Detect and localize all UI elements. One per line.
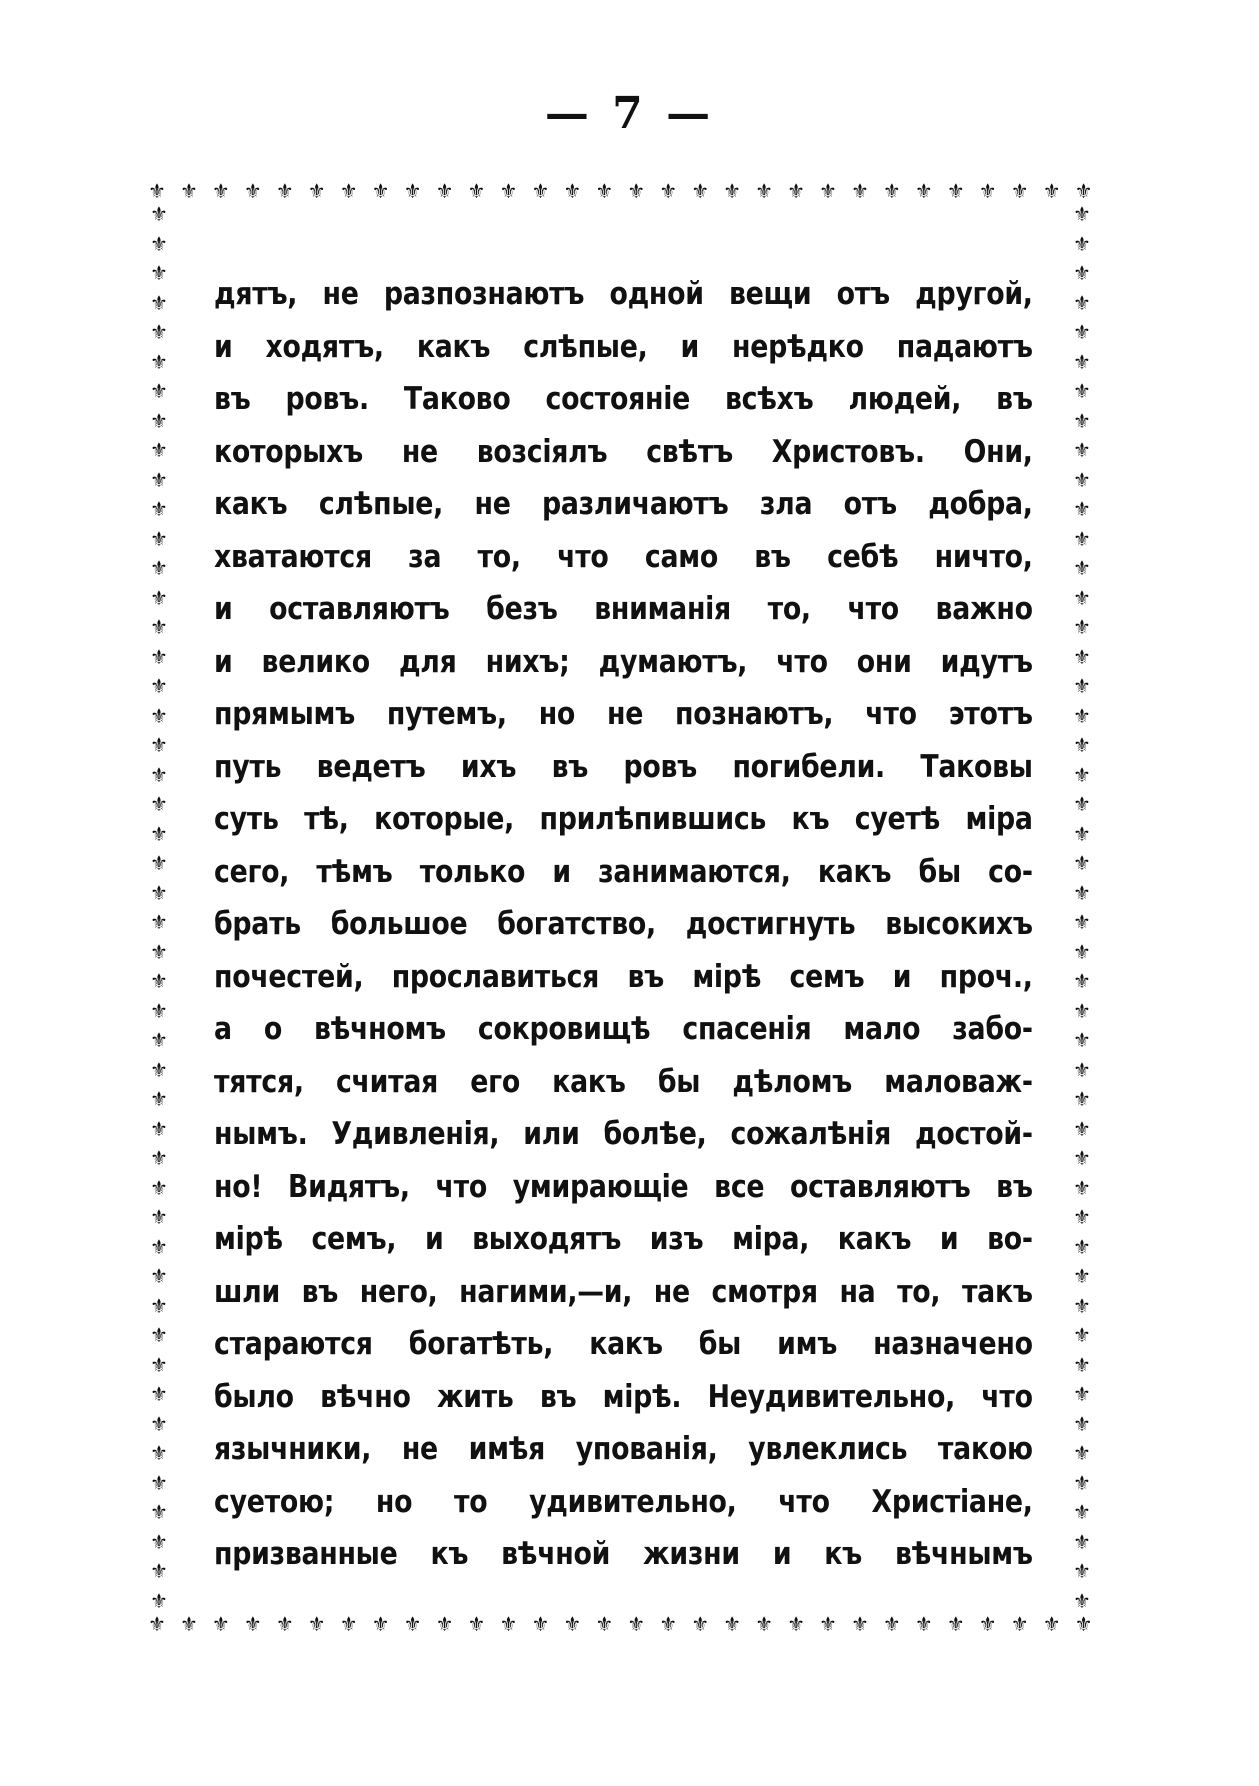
text-line: но! Видятъ, что умирающіе все оставляютъ въ [214,1168,1033,1205]
fleur-de-lis-icon: ⚜ [850,1613,869,1635]
fleur-de-lis-icon: ⚜ [150,261,168,285]
fleur-de-lis-icon: ⚜ [1073,290,1091,315]
fleur-de-lis-icon: ⚜ [1073,1116,1091,1141]
text-line: мірѣ семъ, и выходятъ изъ міра, какъ и во- [214,1221,1033,1257]
fleur-de-lis-icon: ⚜ [339,180,358,202]
fleur-de-lis-icon: ⚜ [150,1352,168,1377]
fleur-de-lis-icon: ⚜ [1073,1087,1091,1111]
fleur-de-lis-icon: ⚜ [1073,1234,1091,1259]
text-line: и оставляютъ безъ вниманія то, что важно [214,591,1033,627]
fleur-de-lis-icon: ⚜ [691,1613,710,1635]
fleur-de-lis-icon: ⚜ [150,290,168,315]
fleur-de-lis-icon: ⚜ [1073,526,1091,551]
fleur-de-lis-icon: ⚜ [150,733,168,757]
fleur-de-lis-icon: ⚜ [307,180,326,202]
fleur-de-lis-icon: ⚜ [150,1441,168,1465]
fleur-de-lis-icon: ⚜ [1073,733,1091,757]
fleur-de-lis-icon: ⚜ [435,180,454,202]
text-line: язычники, не имѣя упованія, увлеклись такою [214,1431,1033,1467]
text-line: нымъ. Удивленія, или болѣе, сожалѣнія достой- [214,1116,1033,1152]
fleur-de-lis-icon: ⚜ [403,1613,422,1635]
fleur-de-lis-icon: ⚜ [150,1529,168,1554]
fleur-de-lis-icon: ⚜ [1073,556,1091,580]
fleur-de-lis-icon: ⚜ [307,1613,326,1635]
fleur-de-lis-icon: ⚜ [1073,497,1091,521]
text-line: почестей, прославиться въ мірѣ семъ и проч., [214,958,1033,995]
fleur-de-lis-icon: ⚜ [275,1613,294,1635]
fleur-de-lis-icon: ⚜ [1073,1500,1091,1524]
text-line: дятъ, не разпознаютъ одной вещи отъ другой, [214,276,1033,312]
fleur-de-lis-icon: ⚜ [1073,1529,1091,1554]
fleur-de-lis-icon: ⚜ [150,1234,168,1259]
fleur-de-lis-icon: ⚜ [150,939,168,964]
fleur-de-lis-icon: ⚜ [371,1613,390,1635]
fleur-de-lis-icon: ⚜ [691,180,710,202]
fleur-de-lis-icon: ⚜ [1073,1382,1091,1406]
fleur-de-lis-icon: ⚜ [150,1411,168,1436]
fleur-de-lis-icon: ⚜ [1010,1613,1029,1635]
fleur-de-lis-icon: ⚜ [150,1264,168,1288]
fleur-de-lis-icon: ⚜ [150,1382,168,1406]
fleur-de-lis-icon: ⚜ [1073,1057,1091,1082]
text-line: сего, тѣмъ только и занимаются, какъ бы со- [214,853,1033,890]
fleur-de-lis-icon: ⚜ [914,180,933,202]
fleur-de-lis-icon: ⚜ [755,1613,774,1635]
fleur-de-lis-icon: ⚜ [1073,1028,1091,1052]
fleur-de-lis-icon: ⚜ [150,644,168,669]
fleur-de-lis-icon: ⚜ [1073,674,1091,698]
fleur-de-lis-icon: ⚜ [150,998,168,1023]
fleur-de-lis-icon: ⚜ [150,1057,168,1082]
fleur-de-lis-icon: ⚜ [1042,1613,1061,1635]
fleur-de-lis-icon: ⚜ [850,180,869,202]
fleur-de-lis-icon: ⚜ [1074,180,1093,202]
fleur-de-lis-icon: ⚜ [1073,1411,1091,1436]
fleur-de-lis-icon: ⚜ [150,379,168,403]
fleur-de-lis-icon: ⚜ [946,1613,965,1635]
fleur-de-lis-icon: ⚜ [914,1613,933,1635]
fleur-de-lis-icon: ⚜ [627,1613,646,1635]
fleur-de-lis-icon: ⚜ [563,180,582,202]
fleur-de-lis-icon: ⚜ [1073,821,1091,846]
fleur-de-lis-icon: ⚜ [150,467,168,492]
fleur-de-lis-icon: ⚜ [150,703,168,728]
fleur-de-lis-icon: ⚜ [499,1613,518,1635]
fleur-de-lis-icon: ⚜ [148,1613,166,1635]
fleur-de-lis-icon: ⚜ [659,180,678,202]
fleur-de-lis-icon: ⚜ [1073,998,1091,1023]
fleur-de-lis-icon: ⚜ [946,180,965,202]
fleur-de-lis-icon: ⚜ [150,349,168,374]
fleur-de-lis-icon: ⚜ [1073,1146,1091,1170]
fleur-de-lis-icon: ⚜ [150,1323,168,1347]
fleur-de-lis-icon: ⚜ [150,674,168,698]
fleur-de-lis-icon: ⚜ [339,1613,358,1635]
border-right [1071,204,1093,1611]
fleur-de-lis-icon: ⚜ [150,408,168,433]
body-text [214,268,1034,1581]
fleur-de-lis-icon: ⚜ [1073,939,1091,964]
text-line: а о вѣчномъ сокровищѣ спасенія мало забо- [214,1011,1033,1047]
fleur-de-lis-icon: ⚜ [150,792,168,816]
fleur-de-lis-icon: ⚜ [787,180,805,202]
fleur-de-lis-icon: ⚜ [467,180,486,202]
fleur-de-lis-icon: ⚜ [150,204,168,226]
text-line: которыхъ не возсіялъ свѣтъ Христовъ. Они, [214,433,1033,470]
fleur-de-lis-icon: ⚜ [1073,1352,1091,1377]
fleur-de-lis-icon: ⚜ [243,180,262,202]
fleur-de-lis-icon: ⚜ [275,180,294,202]
fleur-de-lis-icon: ⚜ [1073,1588,1091,1611]
fleur-de-lis-icon: ⚜ [1073,762,1091,787]
border-top [148,180,1093,202]
fleur-de-lis-icon: ⚜ [150,320,168,344]
border-left [148,204,170,1611]
fleur-de-lis-icon: ⚜ [1073,585,1091,610]
fleur-de-lis-icon: ⚜ [1073,1175,1091,1200]
text-line: путь ведетъ ихъ въ ровъ погибели. Таковы [214,748,1033,785]
fleur-de-lis-icon: ⚜ [150,821,168,846]
fleur-de-lis-icon: ⚜ [150,1588,168,1611]
text-line: и ходятъ, какъ слѣпые, и нерѣдко падаютъ [214,328,1033,365]
fleur-de-lis-icon: ⚜ [211,180,230,202]
text-line: суетою; но то удивительно, что Христіане, [214,1483,1033,1520]
fleur-de-lis-icon: ⚜ [1073,204,1091,226]
fleur-de-lis-icon: ⚜ [150,1500,168,1524]
fleur-de-lis-icon: ⚜ [150,969,168,993]
text-line: тятся, считая его какъ бы дѣломъ маловаж- [214,1063,1033,1100]
page-number: — 7 — [544,88,715,139]
fleur-de-lis-icon: ⚜ [1073,349,1091,374]
text-line: стараются богатѣть, какъ бы имъ назначено [214,1326,1033,1362]
fleur-de-lis-icon: ⚜ [978,180,997,202]
fleur-de-lis-icon: ⚜ [150,526,168,551]
fleur-de-lis-icon: ⚜ [1073,467,1091,492]
fleur-de-lis-icon: ⚜ [150,1205,168,1229]
fleur-de-lis-icon: ⚜ [595,1613,614,1635]
fleur-de-lis-icon: ⚜ [150,497,168,521]
fleur-de-lis-icon: ⚜ [148,180,166,202]
fleur-de-lis-icon: ⚜ [1073,1441,1091,1465]
text-line: суть тѣ, которые, прилѣпившись къ суетѣ міра [214,801,1033,837]
fleur-de-lis-icon: ⚜ [563,1613,582,1635]
fleur-de-lis-icon: ⚜ [179,180,198,202]
fleur-de-lis-icon: ⚜ [467,1613,486,1635]
fleur-de-lis-icon: ⚜ [150,438,168,462]
fleur-de-lis-icon: ⚜ [1073,703,1091,728]
border-bottom [148,1613,1093,1635]
fleur-de-lis-icon: ⚜ [1073,408,1091,433]
fleur-de-lis-icon: ⚜ [1073,320,1091,344]
fleur-de-lis-icon: ⚜ [755,180,774,202]
fleur-de-lis-icon: ⚜ [150,1116,168,1141]
fleur-de-lis-icon: ⚜ [1073,615,1091,639]
fleur-de-lis-icon: ⚜ [1073,1293,1091,1318]
fleur-de-lis-icon: ⚜ [211,1613,230,1635]
fleur-de-lis-icon: ⚜ [1073,379,1091,403]
fleur-de-lis-icon: ⚜ [978,1613,997,1635]
fleur-de-lis-icon: ⚜ [150,1293,168,1318]
text-line: какъ слѣпые, не различаютъ зла отъ добра, [214,486,1033,522]
fleur-de-lis-icon: ⚜ [819,1613,837,1635]
fleur-de-lis-icon: ⚜ [150,762,168,787]
text-line: было вѣчно жить въ мірѣ. Неудивительно, что [214,1378,1033,1415]
fleur-de-lis-icon: ⚜ [1073,1264,1091,1288]
text-line: хватаются за то, что само въ себѣ ничто, [214,538,1033,575]
fleur-de-lis-icon: ⚜ [1073,1470,1091,1495]
fleur-de-lis-icon: ⚜ [150,1470,168,1495]
fleur-de-lis-icon: ⚜ [531,180,550,202]
fleur-de-lis-icon: ⚜ [882,1613,901,1635]
text-line: прямымъ путемъ, но не познаютъ, что этотъ [214,696,1033,732]
fleur-de-lis-icon: ⚜ [150,556,168,580]
fleur-de-lis-icon: ⚜ [1073,851,1091,875]
fleur-de-lis-icon: ⚜ [787,1613,805,1635]
fleur-de-lis-icon: ⚜ [243,1613,262,1635]
fleur-de-lis-icon: ⚜ [1073,1205,1091,1229]
fleur-de-lis-icon: ⚜ [1073,880,1091,905]
text-line: призванные къ вѣчной жизни и къ вѣчнымъ [214,1536,1033,1572]
text-line: и велико для нихъ; думаютъ, что они идутъ [214,643,1033,680]
fleur-de-lis-icon: ⚜ [819,180,837,202]
fleur-de-lis-icon: ⚜ [882,180,901,202]
fleur-de-lis-icon: ⚜ [723,180,742,202]
fleur-de-lis-icon: ⚜ [1073,438,1091,462]
fleur-de-lis-icon: ⚜ [1073,969,1091,993]
fleur-de-lis-icon: ⚜ [150,851,168,875]
fleur-de-lis-icon: ⚜ [1073,1559,1091,1583]
fleur-de-lis-icon: ⚜ [435,1613,454,1635]
fleur-de-lis-icon: ⚜ [531,1613,550,1635]
fleur-de-lis-icon: ⚜ [403,180,422,202]
fleur-de-lis-icon: ⚜ [1073,910,1091,934]
fleur-de-lis-icon: ⚜ [150,880,168,905]
text-line: въ ровъ. Таково состояніе всѣхъ людей, въ [214,381,1033,417]
fleur-de-lis-icon: ⚜ [1073,644,1091,669]
fleur-de-lis-icon: ⚜ [150,585,168,610]
fleur-de-lis-icon: ⚜ [150,910,168,934]
fleur-de-lis-icon: ⚜ [150,1559,168,1583]
text-line: шли въ него, нагими,—и, не смотря на то, такъ [214,1273,1033,1310]
fleur-de-lis-icon: ⚜ [723,1613,742,1635]
fleur-de-lis-icon: ⚜ [150,615,168,639]
fleur-de-lis-icon: ⚜ [179,1613,198,1635]
fleur-de-lis-icon: ⚜ [150,1028,168,1052]
fleur-de-lis-icon: ⚜ [1074,1613,1093,1635]
fleur-de-lis-icon: ⚜ [150,231,168,256]
fleur-de-lis-icon: ⚜ [627,180,646,202]
fleur-de-lis-icon: ⚜ [499,180,518,202]
fleur-de-lis-icon: ⚜ [1073,1323,1091,1347]
fleur-de-lis-icon: ⚜ [371,180,390,202]
fleur-de-lis-icon: ⚜ [1042,180,1061,202]
fleur-de-lis-icon: ⚜ [150,1146,168,1170]
fleur-de-lis-icon: ⚜ [1073,261,1091,285]
text-line: брать большое богатство, достигнуть высокихъ [214,906,1033,942]
fleur-de-lis-icon: ⚜ [1010,180,1029,202]
fleur-de-lis-icon: ⚜ [1073,231,1091,256]
fleur-de-lis-icon: ⚜ [1073,792,1091,816]
fleur-de-lis-icon: ⚜ [150,1175,168,1200]
fleur-de-lis-icon: ⚜ [659,1613,678,1635]
fleur-de-lis-icon: ⚜ [595,180,614,202]
fleur-de-lis-icon: ⚜ [150,1087,168,1111]
